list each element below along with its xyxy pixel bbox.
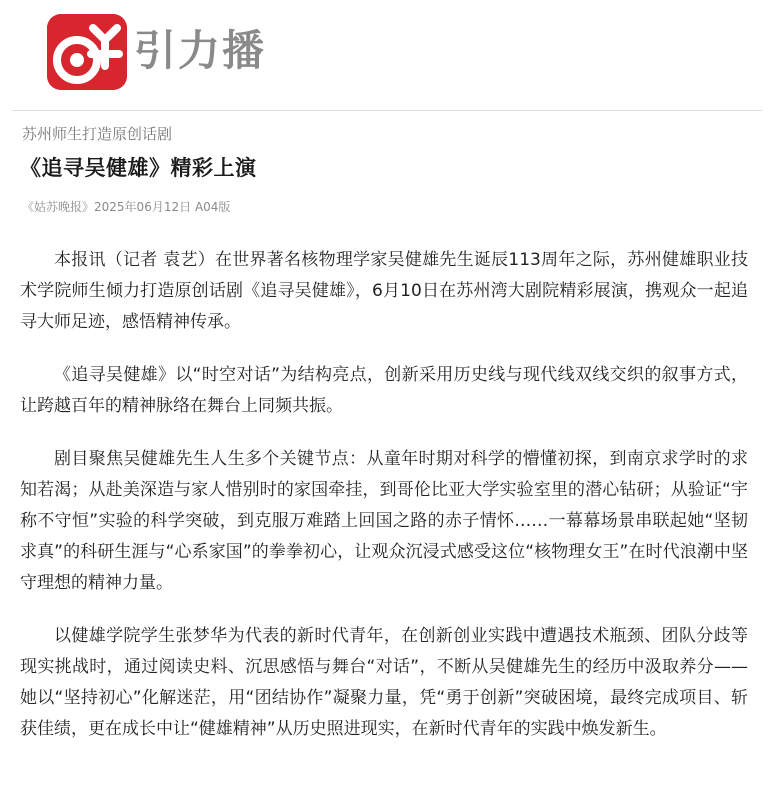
article-date: 2025年06月12日 (94, 200, 192, 214)
article-kicker: 苏州师生打造原创话剧 (22, 125, 173, 143)
site-header (0, 0, 768, 110)
article-paragraph: 本报讯（记者 袁艺）在世界著名核物理学家吴健雄先生诞辰113周年之际，苏州健雄职业技术学院师生倾力打造原创话剧《追寻吴健雄》，6月10日在苏州湾大剧院精彩展演，携观众一起追寻大师足迹，感悟精神传承。 (20, 250, 748, 332)
brand-name[interactable]: 引力播 (134, 26, 267, 75)
brand-logo-icon[interactable] (47, 14, 127, 90)
article-body (20, 245, 748, 767)
article-paragraph: 《追寻吴健雄》以“时空对话”为结构亮点，创新采用历史线与现代线双线交织的叙事方式，让跨越百年的精神脉络在舞台上同频共振。 (20, 365, 748, 416)
header-divider (12, 110, 762, 111)
article-page: A04版 (194, 200, 231, 214)
article-meta (22, 198, 230, 216)
article-paragraph: 剧目聚焦吴健雄先生人生多个关键节点：从童年时期对科学的懵懂初探，到南京求学时的求知若渴；从赴美深造与家人惜别时的家国牵挂，到哥伦比亚大学实验室里的潜心钻研；从验证“宇称不守恒”实验的科学突破，到克服万难踏上回国之路的赤子情怀……一幕幕场景串联起她“坚韧求真”的科研生涯与“心系家国”的拳拳初心，让观众沉浸式感受这位“核物理女王”在时代浪潮中坚守理想的精神力量。 (20, 449, 748, 593)
article-source: 《姑苏晚报》 (22, 200, 95, 214)
article-paragraph: 以健雄学院学生张梦华为代表的新时代青年，在创新创业实践中遭遇技术瓶颈、团队分歧等现实挑战时，通过阅读史料、沉思感悟与舞台“对话”，不断从吴健雄先生的经历中汲取养分——她以“坚持初心”化解迷茫，用“团结协作”凝聚力量，凭“勇于创新”突破困境，最终完成项目、斩获佳绩，更在成长中让“健雄精神”从历史照进现实，在新时代青年的实践中焕发新生。 (20, 626, 748, 739)
article-title: 《追寻吴健雄》精彩上演 (20, 156, 257, 180)
